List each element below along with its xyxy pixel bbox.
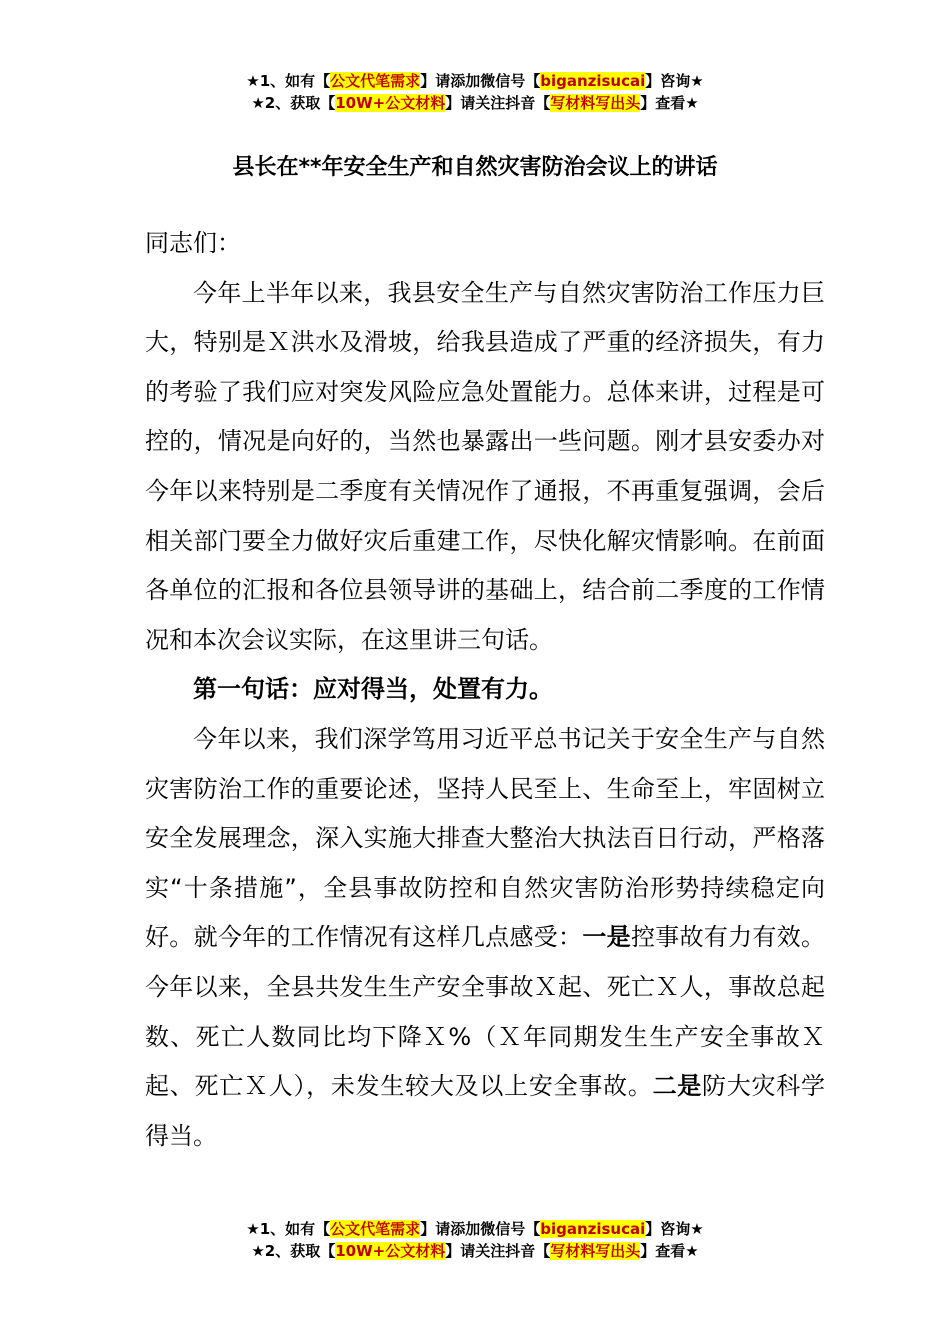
bottom-banner [0,1218,950,1262]
banner-wechat-id: biganzisucai [540,72,646,90]
banner-line-2: ★2、获取【10W+公文材料】请关注抖音【写材料写出头】查看★ [251,94,699,112]
banner-highlight: 10W+公文材料 [335,1242,446,1260]
banner-highlight: 公文代笔需求 [330,72,421,90]
banner-wechat-id: biganzisucai [540,1220,646,1238]
banner-douyin-name: 写材料写出头 [550,1242,641,1260]
document-body [145,219,825,1161]
banner-douyin-name: 写材料写出头 [550,94,641,112]
bold-marker-1: 一是 [582,923,631,952]
document-title: 县长在**年安全生产和自然灾害防治会议上的讲话 [232,155,718,180]
salutation: 同志们： [145,229,241,257]
paragraph-1: 今年上半年以来，我县安全生产与自然灾害防治工作压力巨大，特别是Ｘ洪水及滑坡，给我县造成了严重的经济损失，有力的考验了我们应对突发风险应急处置能力。总体来讲，过程是可控的，情况是向好的，当然也暴露出一些问题。刚才县安委办对今年以来特别是二季度有关情况作了通报，不再重复强调，会后相关部门要全力做好灾后重建工作，尽快化解灾情影响。在前面各单位的汇报和各位县领导讲的基础上，结合前二季度的工作情况和本次会议实际，在这里讲三句话。 [145,278,825,654]
banner-line-2: ★2、获取【10W+公文材料】请关注抖音【写材料写出头】查看★ [251,1242,699,1260]
banner-line-1: ★1、如有【公文代笔需求】请添加微信号【biganzisucai】咨询★ [246,72,704,90]
top-banner [0,70,950,114]
section-heading-1: 第一句话：应对得当，处置有力。 [193,675,553,704]
banner-highlight: 公文代笔需求 [330,1220,421,1238]
bold-marker-2: 二是 [652,1072,703,1101]
banner-line-1: ★1、如有【公文代笔需求】请添加微信号【biganzisucai】咨询★ [246,1220,704,1238]
banner-highlight: 10W+公文材料 [335,94,446,112]
paragraph-2: 今年以来，我们深学笃用习近平总书记关于安全生产与自然灾害防治工作的重要论述，坚持人民至上、生命至上，牢固树立安全发展理念，深入实施大排查大整治大执法百日行动，严格落实“十条措施”，全县事故防控和自然灾害防治形势持续稳定向好。就今年的工作情况有这样几点感受：一是控事故有力有效。今年以来，全县共发生生产安全事故Ｘ起、死亡Ｘ人，事故总起数、死亡人数同比均下降Ｘ%（Ｘ年同期发生生产安全事故Ｘ起、死亡Ｘ人），未发生较大及以上安全事故。二是防大灾科学得当。 [145,724,826,1150]
